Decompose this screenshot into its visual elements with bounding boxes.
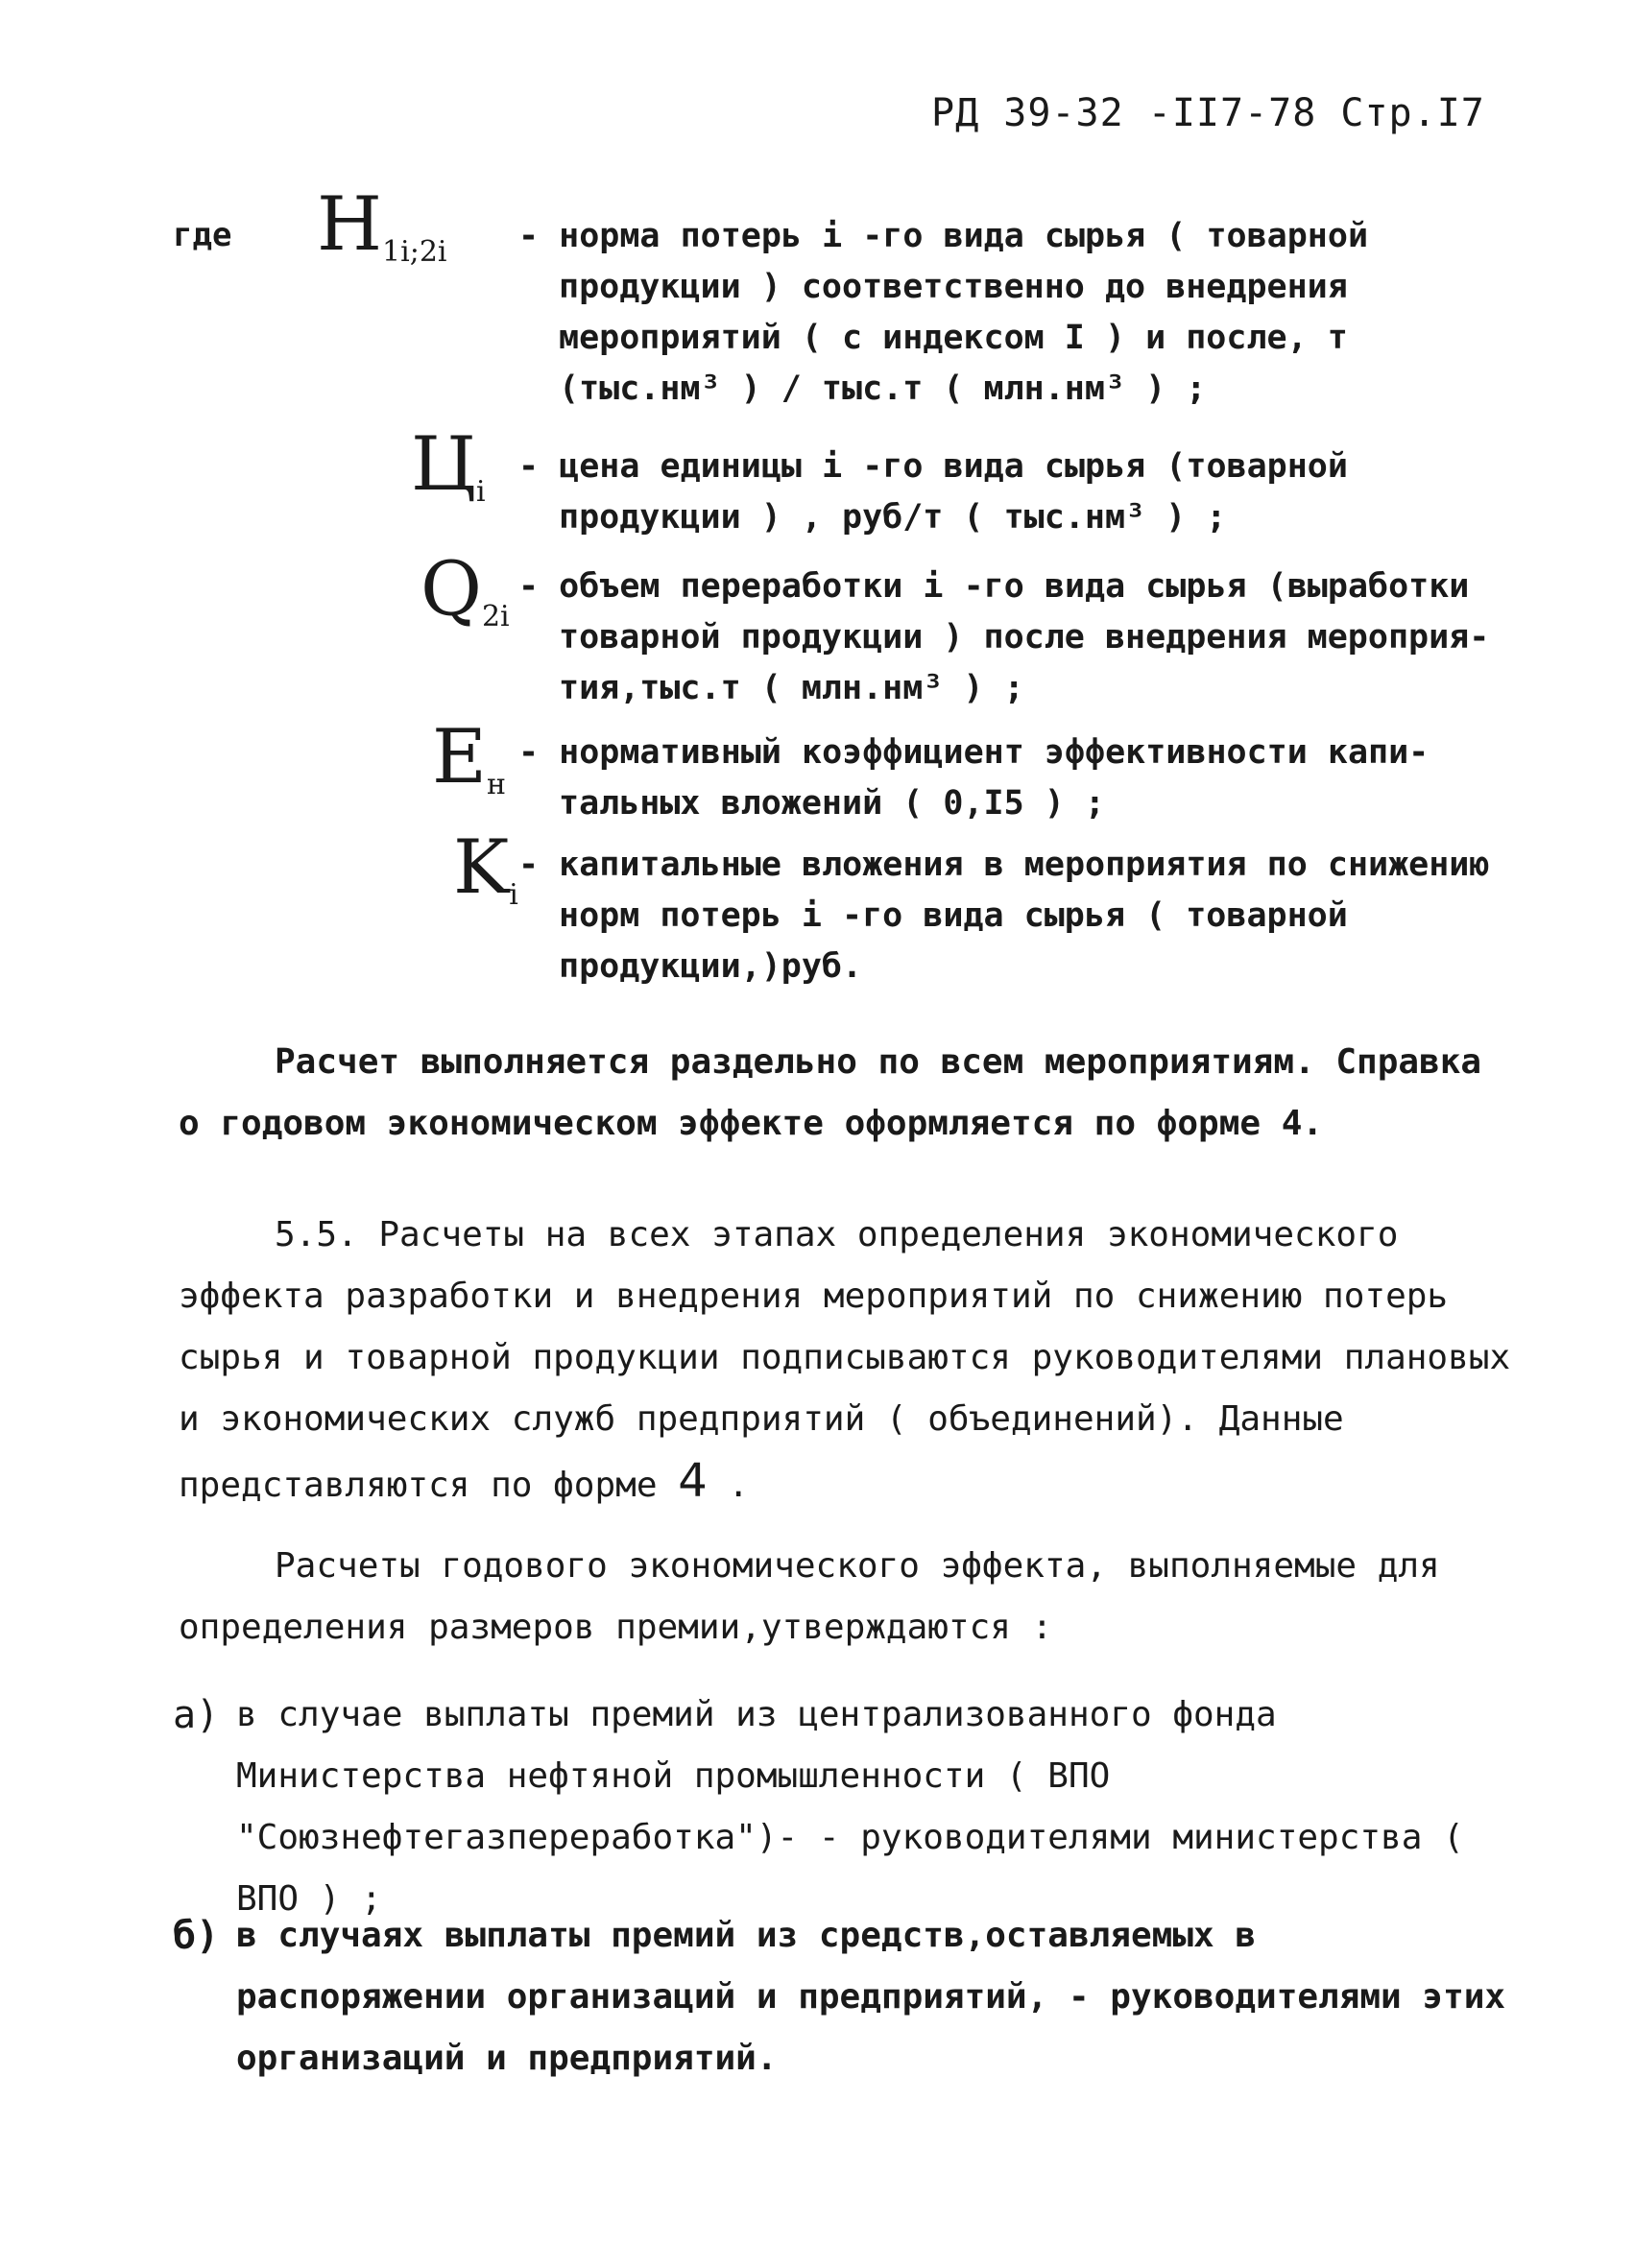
symbol-ts: $Ц_i$ xyxy=(411,421,486,509)
definition-line: - капитальные вложения в мероприятия по снижению xyxy=(518,846,1490,884)
definition-line: - объем переработки i -го вида сырья (выработки xyxy=(518,567,1470,606)
list-item-a xyxy=(173,1684,1517,1919)
paragraph-5-5-text: 5.5. Расчеты на всех этапах определения экономического эффекта разработки и внедрения мероприятий по снижению потерь сырья и товарной продукции подписываются руководителями плановых и экономических служб предприятий ( объединений). Данные представляются по форме xyxy=(179,1215,1511,1505)
definition-line: - цена единицы i -го вида сырья (товарной xyxy=(518,447,1348,486)
definition-line: продукции,)руб. xyxy=(559,947,863,986)
definition-line: продукции ) соответственно до внедрения xyxy=(559,268,1348,306)
paragraph-calculation: Расчет выполняется раздельно по всем мероприятиям. Справка о годовом экономическом эффекте оформляется по форме 4. xyxy=(179,1042,1482,1143)
symbol-k: $K_i$ xyxy=(453,824,518,912)
definition-line: тальных вложений ( 0,I5 ) ; xyxy=(559,784,1105,823)
definition-line: тия,тыс.т ( млн.нм³ ) ; xyxy=(559,669,1024,707)
symbol-q: $Q_{2i}$ xyxy=(421,546,510,633)
list-marker: а) xyxy=(173,1693,220,1737)
document-header: РД 39-32 -II7-78 Стр.I7 xyxy=(931,91,1485,135)
definition-line: норм потерь i -го вида сырья ( товарной xyxy=(559,896,1348,935)
list-item-text: в случае выплаты премий из централизованного фонда Министерства нефтяной промышленности ( ВПО "Союзнефтегазпереработка")- - руководителями министерства ( ВПО ) ; xyxy=(236,1695,1464,1919)
definition-line: - норма потерь i -го вида сырья ( товарной xyxy=(518,217,1369,255)
list-item-text: в случаях выплаты премий из средств,оставляемых в распоряжении организаций и предприятий, - руководителями этих организаций и предприятий. xyxy=(236,1916,1506,2078)
definition-line: (тыс.нм³ ) / тыс.т ( млн.нм³ ) ; xyxy=(559,370,1207,408)
definition-k xyxy=(518,840,1574,992)
definition-line: мероприятий ( с индексом I ) и после, т xyxy=(559,319,1348,357)
paragraph-annual-effect: Расчеты годового экономического эффекта, выполняемые для определения размеров премии,утверждаются : xyxy=(179,1546,1440,1647)
list-item-b xyxy=(173,1905,1517,2078)
form-number: 4 xyxy=(678,1454,708,1508)
symbol-e: $E_н$ xyxy=(432,714,506,801)
definition-line: - нормативный коэффициент эффективности капи- xyxy=(518,733,1430,772)
where-label: где xyxy=(173,216,232,254)
definition-line: товарной продукции ) после внедрения мероприя- xyxy=(559,618,1490,657)
definition-h xyxy=(518,211,1517,415)
definition-line: продукции ) , руб/т ( тыс.нм³ ) ; xyxy=(559,498,1227,537)
paragraph-5-5-end: . xyxy=(707,1466,750,1505)
symbol-h: $H_{1i;2i}$ xyxy=(317,181,447,269)
definition-e xyxy=(518,728,1517,829)
paragraph-5-5 xyxy=(179,1205,1523,1516)
definition-ts xyxy=(518,442,1517,543)
definition-q xyxy=(518,561,1555,714)
list-marker: б) xyxy=(173,1914,220,1958)
